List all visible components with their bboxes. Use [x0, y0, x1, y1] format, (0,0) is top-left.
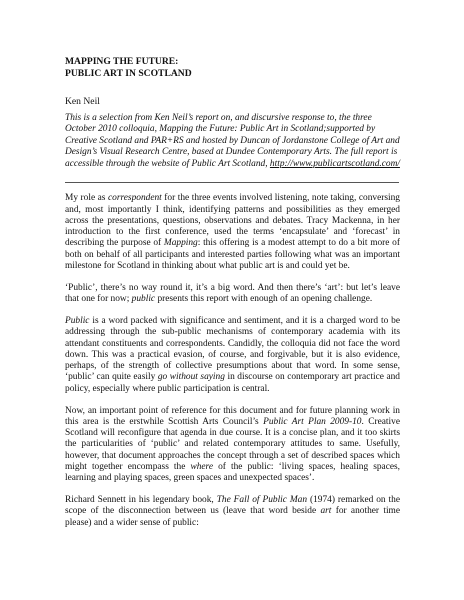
title-line-1: MAPPING THE FUTURE: [65, 56, 179, 67]
paragraph-2 [65, 283, 400, 306]
p5-emphasis-book-title: The Fall of Public Man [216, 495, 308, 506]
paragraph-3 [65, 316, 400, 395]
p3-text-d: in discourse on contemporary art practice and policy, especially where public participation is central. [65, 372, 400, 394]
document-title [65, 56, 400, 79]
p1-emphasis-correspondent: correspondent [107, 193, 162, 204]
paragraph-1 [65, 193, 400, 272]
website-link[interactable]: http://www.publicartscotland.com/ [269, 158, 400, 169]
p2-emphasis-public: public [131, 294, 156, 305]
p4-text-e: of the public: ‘living spaces, healing spaces, learning and playing spaces, green spaces and unexpected spaces’. [65, 462, 401, 484]
p3-emphasis-public: Public [65, 315, 90, 326]
p4-emphasis-plan-title: Public Art Plan 2009-10 [263, 416, 362, 427]
p1-text-e: : this offering is a modest attempt to do a bit more of both on behalf of all participants and interested parties following what was an important milestone for Scotland in thinking about what public art is and could yet be. [65, 238, 400, 272]
p4-text-c: . Creative Scotland will reconfigure that agenda in due course. It is a concise plan, and it too skirts the particularities of ‘public’ and related contemporary attitudes to same. Usefully, however, that document approaches the concept through a set of described spaces which might together encompass the [65, 416, 400, 473]
separator-line [65, 182, 399, 183]
title-line-2: PUBLIC ART IN SCOTLAND [65, 67, 192, 79]
p1-text-c: for the three events involved listening, note taking, conversing and, most importantly I think, identifying patterns and possibilities as they emerged across the presentations, questions, observations and debates. Tracy Mackenna, in her introduction to the first conference, used the terms ‘encapsulate’ and ‘forecast’ in describing the purpose of [65, 193, 400, 249]
p1-text-a: My role as [65, 193, 108, 204]
p5-text-c: (1974) remarked on the scope of the disconnection between us (leave that word beside [65, 495, 401, 517]
paragraph-4 [65, 406, 400, 485]
author-name: Ken Neil [65, 96, 100, 108]
p3-emphasis-go-without-saying: go without saying [157, 372, 225, 383]
p2-text-a: ‘Public’, there’s no way round it, it’s a big word. And then there’s ‘art’: but let’s leave that one for now; [65, 282, 400, 305]
p1-emphasis-mapping: Mapping [163, 238, 198, 249]
intro-paragraph [65, 113, 400, 171]
p2-text-c: presents this report with enough of an opening challenge. [155, 294, 373, 305]
p4-emphasis-where: where [190, 462, 214, 473]
intro-text: This is a selection from Ken Neil’s report on, and discursive response to, the three October 2010 colloquia, Mapping the Future: Public Art in Scotland;supported by Creative Scotland and PAR+RS and hosted by Duncan of Jordanstone College of Art and Design’s Visual Research Centre, based at Dundee Contemporary Arts. The full report is accessible through the website of Public Art Scotland, [65, 112, 400, 169]
p3-text-b: is a word packed with significance and sentiment, and it is a charged word to be addressing through the sub-public mechanisms of contemporary academia with its attendant constituents and correspondents. Candidly, the colloquia did not face the word down. This was a practical evasion, of course, and forgivable, but it is also evidence, perhaps, of the strength of collective presumptions about that word. In some sense, ‘public’ can quite easily [65, 315, 400, 383]
paragraph-5 [65, 495, 400, 529]
p5-text-a: Richard Sennett in his legendary book, [65, 495, 217, 506]
p5-emphasis-art: art [320, 506, 332, 517]
p4-text-a: Now, an important point of reference for this document and for future planning work in this area is the erstwhile Scottish Arts Council’s [65, 405, 400, 427]
p5-text-e: for another time please) and a wider sense of public: [65, 506, 400, 528]
